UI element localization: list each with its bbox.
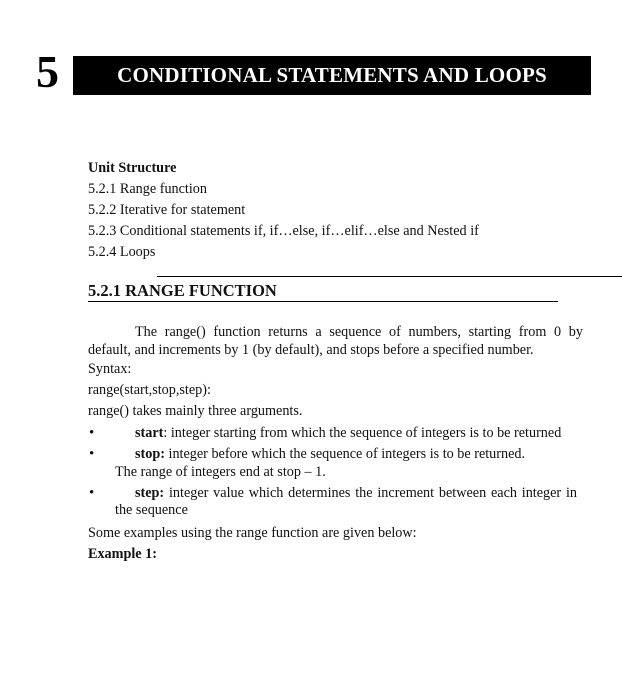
argument-note: The range of integers end at stop – 1. xyxy=(115,464,326,480)
syntax-label: Syntax: xyxy=(88,361,132,377)
argument-description: integer value which determines the increment between each integer in the sequence xyxy=(115,485,577,518)
list-item xyxy=(88,446,577,481)
bullet-icon: • xyxy=(89,485,95,501)
list-item xyxy=(88,425,577,442)
examples-intro: Some examples using the range function are given below: xyxy=(88,525,417,541)
unit-structure-heading: Unit Structure xyxy=(88,160,177,176)
bullet-content xyxy=(115,485,577,519)
argument-term: step: xyxy=(135,485,165,501)
section-body xyxy=(88,324,583,565)
unit-structure-item: 5.2.1 Range function xyxy=(88,181,207,197)
section-heading: 5.2.1 RANGE FUNCTION xyxy=(88,281,277,300)
section-bottom-rule xyxy=(88,301,558,302)
unit-structure-item: 5.2.4 Loops xyxy=(88,244,156,260)
list-item xyxy=(88,485,577,519)
arguments-intro: range() takes mainly three arguments. xyxy=(88,403,303,419)
argument-term: stop: xyxy=(135,446,165,462)
example-label: Example 1: xyxy=(88,546,157,562)
syntax-code: range(start,stop,step): xyxy=(88,382,211,398)
bullet-content xyxy=(115,425,577,442)
chapter-title-banner: CONDITIONAL STATEMENTS AND LOOPS xyxy=(73,56,591,95)
chapter-number: 5 xyxy=(36,46,59,97)
intro-paragraph: The range() function returns a sequence of numbers, starting from 0 by default, and increments by 1 (by default), and stops before a specified number. xyxy=(88,324,583,358)
arguments-list xyxy=(88,425,583,519)
unit-structure xyxy=(88,158,558,263)
bullet-icon: • xyxy=(89,446,95,462)
argument-description: : integer starting from which the sequence of integers is to be returned xyxy=(163,425,562,441)
bullet-icon: • xyxy=(89,425,95,441)
argument-description: integer before which the sequence of integers is to be returned. xyxy=(164,446,526,462)
bullet-content xyxy=(115,446,577,481)
unit-structure-item: 5.2.3 Conditional statements if, if…else, if…elif…else and Nested if xyxy=(88,223,479,239)
unit-structure-item: 5.2.2 Iterative for statement xyxy=(88,202,246,218)
argument-term: start xyxy=(135,425,164,441)
section-top-rule xyxy=(157,276,622,277)
